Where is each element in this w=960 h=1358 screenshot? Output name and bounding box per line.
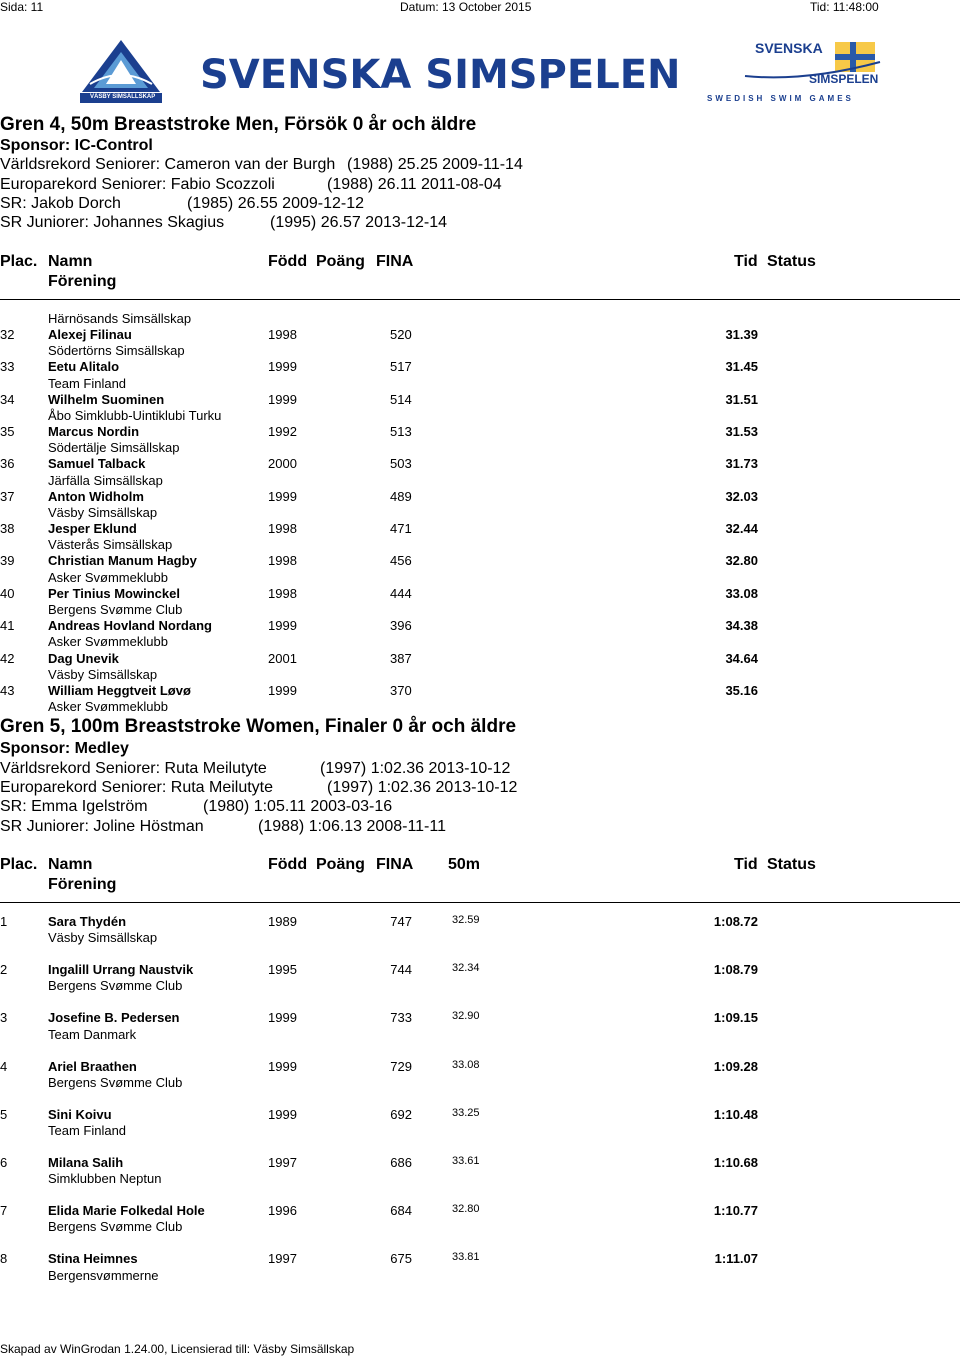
split-time: 32.34 [452,962,480,975]
record-value: (1997) 1:02.36 2013-10-12 [320,760,511,777]
col-plac: Plac. [0,253,38,270]
swimmer-name: Christian Manum Hagby [48,553,197,569]
club-name: Team Danmark [48,1026,137,1042]
record-value: (1988) 26.11 2011-08-04 [327,176,502,193]
result-time: 32.44 [725,521,758,537]
result-time: 34.64 [725,650,758,666]
col-poang: Poäng [316,856,365,873]
fina-points: 444 [390,585,412,601]
placement: 2 [0,962,8,978]
club-name: Team Finland [48,1123,127,1138]
club-name: Södertälje Simsällskap [48,440,180,456]
birth-year: 1998 [268,553,297,569]
result-time: 31.73 [725,456,758,472]
swimmer-name: Ingalill Urrang Naustvik [48,962,194,978]
club-name: Bergens Svømme Club [48,602,183,617]
club-name: Södertörns Simsällskap [48,343,185,359]
birth-year: 1999 [268,1010,297,1026]
club-name: Väsby Simsällskap [48,666,158,682]
placement: 43 [0,682,15,698]
birth-year: 1998 [268,585,297,601]
placement: 40 [0,585,15,601]
club-name: Väsby Simsällskap [48,930,158,946]
fina-points: 675 [390,1251,412,1267]
result-time: 33.08 [725,585,758,601]
placement: 8 [0,1251,8,1267]
result-time: 34.38 [725,618,758,634]
fina-points: 744 [390,962,412,978]
record-label: Europarekord Seniorer: Ruta Meilutyte [0,779,274,796]
birth-year: 1989 [268,914,297,929]
placement: 34 [0,391,15,407]
col-status: Status [767,856,816,873]
col-fina: FINA [376,856,414,873]
result-time: 32.80 [725,553,758,569]
placement: 4 [0,1058,8,1074]
col-namn: Namn [48,856,93,873]
result-time: 1:08.72 [713,914,758,929]
placement: 39 [0,553,15,569]
club-logo-text: VÄSBY SIMSÄLLSKAP [90,94,156,100]
fina-points: 396 [390,618,412,634]
fina-points: 686 [390,1155,412,1170]
table-header-rule [0,299,960,300]
col-fina: FINA [376,253,414,270]
split-time: 33.25 [452,1106,480,1119]
fina-points: 370 [390,682,412,698]
birth-year: 1999 [268,1106,297,1122]
report-time: Tid: 11:48:00 [810,0,879,14]
fina-points: 387 [390,650,412,666]
club-name: Bergens Svømme Club [48,1219,183,1235]
placement: 37 [0,488,15,504]
club-name: Järfälla Simsällskap [48,472,163,488]
club-name: Bergensvømmerne [48,1267,159,1283]
record-label: SR: Jakob Dorch [0,195,121,212]
birth-year: 1999 [268,391,297,407]
col-fodd: Född [268,253,308,270]
col-plac: Plac. [0,856,38,873]
placement: 33 [0,359,15,375]
swim-games-mid: SIMSPELEN [809,72,879,86]
swimmer-name: Ariel Braathen [48,1058,137,1074]
record-label: Världsrekord Seniorer: Ruta Meilutyte [0,760,267,777]
swimmer-name: Alexej Filinau [48,327,132,342]
fina-points: 503 [390,456,412,472]
result-time: 1:09.15 [713,1010,758,1026]
birth-year: 1992 [268,424,297,440]
fina-points: 456 [390,553,412,569]
record-value: (1980) 1:05.11 2003-03-16 [203,798,393,815]
record-value: (1988) 1:06.13 2008-11-11 [258,818,446,835]
swimmer-name: Elida Marie Folkedal Hole [48,1203,205,1219]
event-banner-title: SVENSKA SIMSPELEN [200,52,681,98]
swimmer-name: Milana Salih [48,1155,124,1170]
birth-year: 1997 [268,1251,297,1267]
record-label: SR: Emma Igelström [0,798,148,815]
swimmer-name: Anton Widholm [48,488,144,504]
swimmer-name: Josefine B. Pedersen [48,1010,180,1026]
fina-points: 514 [390,391,412,407]
birth-year: 1999 [268,1058,297,1074]
placement: 35 [0,424,15,440]
club-name: Simklubben Neptun [48,1171,162,1187]
report-date: Datum: 13 October 2015 [400,0,532,14]
swim-games-top: SVENSKA [755,40,823,56]
placement: 7 [0,1203,8,1219]
fina-points: 684 [390,1203,412,1219]
event-sponsor: Sponsor: IC-Control [0,137,153,154]
club-name: Bergens Svømme Club [48,978,183,994]
record-value: (1997) 1:02.36 2013-10-12 [327,779,518,796]
col-tid: Tid [734,253,758,270]
result-time: 31.51 [725,391,758,407]
club-name: Bergens Svømme Club [48,1074,183,1090]
result-time: 31.53 [725,424,758,440]
col-namn: Namn [48,253,93,270]
fina-points: 747 [390,914,412,929]
col-split: 50m [448,856,481,873]
record-value: (1985) 26.55 2009-12-12 [187,195,365,212]
swimmer-name: Jesper Eklund [48,521,137,537]
birth-year: 1997 [268,1155,297,1170]
split-time: 33.08 [452,1058,480,1071]
page-number: Sida: 11 [0,0,44,14]
placement: 3 [0,1010,8,1026]
result-time: 31.39 [725,327,758,342]
club-name: Härnösands Simsällskap [48,311,192,326]
result-time: 1:09.28 [713,1058,758,1074]
swimmer-name: Marcus Nordin [48,424,140,440]
club-logo [76,36,166,111]
table-header-rule [0,902,960,903]
club-name: Asker Svømmeklubb [48,634,168,650]
result-time: 1:10.77 [713,1203,758,1219]
birth-year: 1998 [268,521,297,537]
split-time: 33.61 [452,1155,480,1167]
split-time: 32.80 [452,1203,480,1216]
split-time: 32.90 [452,1010,480,1023]
birth-year: 1999 [268,488,297,504]
fina-points: 520 [390,327,412,342]
club-name: Asker Svømmeklubb [48,569,168,585]
swimmer-name: Dag Unevik [48,650,119,666]
col-forening: Förening [48,876,117,893]
fina-points: 489 [390,488,412,504]
birth-year: 1999 [268,682,297,698]
club-name: Team Finland [48,375,127,391]
fina-points: 517 [390,359,412,375]
col-poang: Poäng [316,253,365,270]
placement: 42 [0,650,15,666]
result-time: 31.45 [725,359,758,375]
fina-points: 733 [390,1010,412,1026]
swim-games-logo [705,36,885,106]
result-time: 32.03 [725,488,758,504]
record-label: SR Juniorer: Johannes Skagius [0,214,225,231]
club-name: Åbo Simklubb-Uintiklubi Turku [48,407,222,423]
footer-text: Skapad av WinGrodan 1.24.00, Licensierad till: Väsby Simsällskap [0,1342,355,1356]
swimmer-name: Samuel Talback [48,456,146,472]
col-fodd: Född [268,856,308,873]
club-name: Asker Svømmeklubb [48,699,168,715]
event-sponsor: Sponsor: Medley [0,740,129,757]
result-time: 35.16 [725,682,758,698]
col-forening: Förening [48,273,117,290]
birth-year: 1998 [268,327,297,342]
split-time: 33.81 [452,1251,480,1264]
swimmer-name: Andreas Hovland Nordang [48,618,212,634]
birth-year: 2000 [268,456,297,472]
placement: 38 [0,521,15,537]
birth-year: 1996 [268,1203,297,1219]
result-time: 1:11.07 [714,1251,758,1267]
swimmer-name: Sara Thydén [48,914,127,929]
birth-year: 1999 [268,359,297,375]
swim-games-bottom: SWEDISH SWIM GAMES [707,94,854,103]
col-tid: Tid [734,856,758,873]
placement: 5 [0,1106,8,1122]
event-title: Gren 5, 100m Breaststroke Women, Finaler 0 år och äldre [0,716,517,737]
swimmer-name: Sini Koivu [48,1106,112,1122]
swimmer-name: Per Tinius Mowinckel [48,585,180,601]
fina-points: 513 [390,424,412,440]
record-label: Europarekord Seniorer: Fabio Scozzoli [0,176,275,193]
fina-points: 471 [390,521,412,537]
record-value: (1988) 25.25 2009-11-14 [347,156,523,173]
birth-year: 2001 [268,650,297,666]
record-label: Världsrekord Seniorer: Cameron van der Burgh [0,156,336,173]
swimmer-name: Eetu Alitalo [48,359,120,375]
result-time: 1:10.68 [713,1155,758,1170]
fina-points: 729 [390,1058,412,1074]
club-name: Västerås Simsällskap [48,537,173,553]
col-status: Status [767,253,816,270]
record-value: (1995) 26.57 2013-12-14 [270,214,448,231]
birth-year: 1995 [268,962,297,978]
placement: 41 [0,618,15,634]
result-time: 1:08.79 [713,962,758,978]
placement: 1 [0,914,8,929]
record-label: SR Juniorer: Joline Höstman [0,818,204,835]
club-name: Väsby Simsällskap [48,504,158,520]
placement: 6 [0,1155,8,1170]
birth-year: 1999 [268,618,297,634]
result-time: 1:10.48 [713,1106,758,1122]
event-title: Gren 4, 50m Breaststroke Men, Försök 0 år och äldre [0,114,477,135]
swimmer-name: Stina Heimnes [48,1251,138,1267]
fina-points: 692 [390,1106,412,1122]
placement: 36 [0,456,15,472]
placement: 32 [0,327,15,342]
swimmer-name: William Heggtveit Løvø [48,682,191,698]
split-time: 32.59 [452,914,480,926]
swimmer-name: Wilhelm Suominen [48,391,165,407]
